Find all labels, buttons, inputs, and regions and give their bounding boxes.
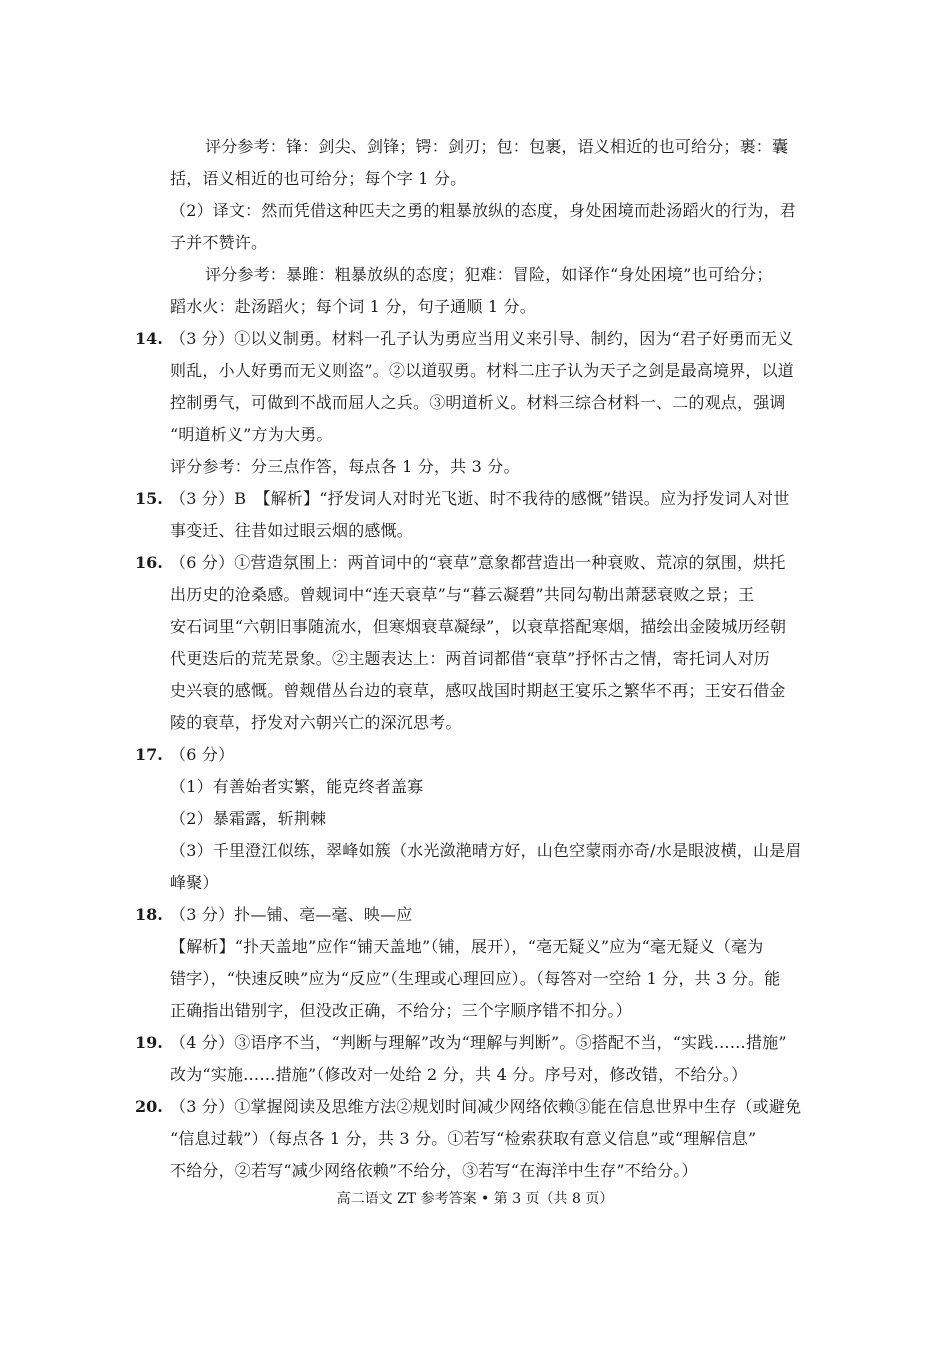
text-line: 括，语义相近的也可给分；每个字 1 分。	[170, 169, 467, 188]
question-number-18: 18.	[135, 905, 163, 924]
text-line: （2）译文：然而凭借这种匹夫之勇的粗暴放纵的态度，身处困境而赴汤蹈火的行为，君	[170, 201, 796, 220]
text-line: 陵的衰草，抒发对六朝兴亡的深沉思考。	[170, 713, 462, 732]
text-line: 安石词里“六朝旧事随流水，但寒烟衰草凝绿”，以衰草搭配寒烟，描绘出金陵城历经朝	[170, 617, 787, 636]
text-line: 出历史的沧桑感。曾觌词中“连天衰草”与“暮云凝碧”共同勾勒出萧瑟衰败之景；王	[170, 585, 755, 604]
text-line: 【解析】“扑天盖地”应作“铺天盖地”（铺，展开），“亳无疑义”应为“毫无疑义（毫为	[170, 937, 764, 956]
text-line: （1）有善始者实繁，能克终者盖寡	[170, 777, 424, 796]
text-line: “信息过载”）（每点各 1 分，共 3 分。①若写“检索获取有意义信息”或“理解信息”	[170, 1129, 757, 1148]
question-number-16: 16.	[135, 553, 163, 572]
text-line: 蹈水火：赴汤蹈火；每个词 1 分，句子通顺 1 分。	[170, 297, 536, 316]
question-number-19: 19.	[135, 1033, 163, 1052]
question-number-17: 17.	[135, 745, 163, 764]
text-line: 评分参考：暴雎：粗暴放纵的态度；犯难：冒险，如译作“身处困境”也可给分；	[205, 265, 773, 284]
text-line: （4 分）③语序不当，“判断与理解”改为“理解与判断”。⑤搭配不当，“实践……措施”	[170, 1033, 787, 1052]
text-line: 则乱，小人好勇而无义则盗”。②以道驭勇。材料二庄子认为天子之剑是最高境界，以道	[170, 361, 794, 380]
text-line: 事变迁、往昔如过眼云烟的感慨。	[170, 521, 414, 540]
question-number-15: 15.	[135, 489, 163, 508]
text-line: 评分参考：锋：剑尖、剑锋；锷：剑刃；包：包裹，语义相近的也可给分；裹：囊	[205, 137, 789, 156]
text-line: （3 分）①掌握阅读及思维方法②规划时间减少网络依赖③能在信息世界中生存（或避免	[170, 1097, 802, 1116]
page-footer: 高二语文 ZT 参考答案 • 第 3 页（共 8 页）	[336, 1191, 614, 1207]
text-line: 史兴衰的感慨。曾觌借丛台边的衰草，感叹战国时期赵王宴乐之繁华不再；王安石借金	[170, 681, 786, 700]
text-line: （6 分）	[170, 745, 235, 764]
text-line: 峰聚）	[170, 873, 219, 892]
text-line: （2）暴霜露，斩荆棘	[170, 809, 327, 828]
text-line: 子并不赞许。	[170, 233, 268, 252]
text-line: 不给分，②若写“减少网络依赖”不给分，③若写“在海洋中生存”不给分。）	[170, 1161, 698, 1180]
text-line: 控制勇气，可做到不战而屈人之兵。③明道析义。材料三综合材料一、二的观点，强调	[170, 393, 786, 412]
text-line: （3）千里澄江似练，翠峰如簇（水光潋滟晴方好，山色空蒙雨亦奇/水是眼波横，山是眉	[170, 841, 802, 860]
text-line: 错字），“快速反映”应为“反应”（生理或心理回应）。（每答对一空给 1 分，共 3 分。能	[170, 969, 781, 988]
text-line: （3 分）①以义制勇。材料一孔子认为勇应当用义来引导、制约，因为“君子好勇而无义	[170, 329, 794, 348]
text-line: （3 分）扑—铺、亳—毫、映—应	[170, 905, 413, 924]
text-line: （6 分）①营造氛围上：两首词中的“衰草”意象都营造出一种衰败、荒凉的氛围，烘托	[170, 553, 786, 572]
question-number-20: 20.	[135, 1097, 163, 1116]
text-line: （3 分）B 【解析】“抒发词人对时光飞逝、时不我待的感慨”错误。应为抒发词人对世	[170, 489, 790, 508]
text-line: 改为“实施……措施”（修改对一处给 2 分，共 4 分。序号对，修改错，不给分。）	[170, 1065, 748, 1084]
text-line: “明道析义”方为大勇。	[170, 425, 333, 444]
text-line: 评分参考：分三点作答，每点各 1 分，共 3 分。	[170, 457, 520, 476]
text-line: 正确指出错别字，但没改正确，不给分；三个字顺序错不扣分。）	[170, 1001, 632, 1020]
text-line: 代更迭后的荒芜景象。②主题表达上：两首词都借“衰草”抒怀古之情，寄托词人对历	[170, 649, 770, 668]
question-number-14: 14.	[135, 329, 163, 348]
